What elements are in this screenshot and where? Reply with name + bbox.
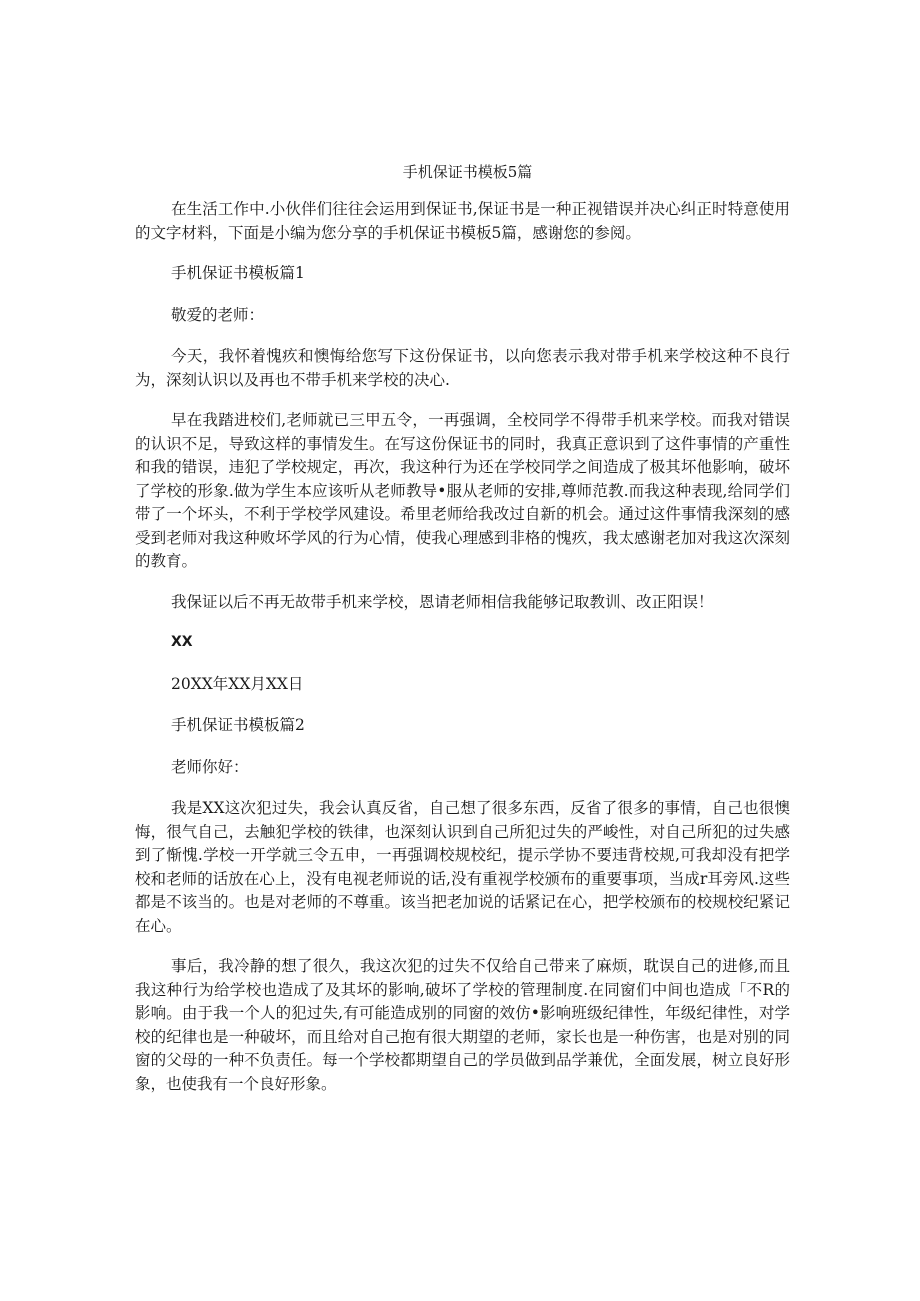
section-1-signature: XX <box>171 634 193 650</box>
section-1-salutation: 敬爱的老师： <box>171 305 265 324</box>
section-2-heading: 手机保证书模板篇2 <box>171 716 305 734</box>
section-1-paragraph-2: 早在我踏进校们,老师就已三甲五令，一再强调，全校同学不得带手机来学校。而我对错误的认识不足，导致这样的事情发生。在写这份保证书的同时，我真正意识到了这件事情的产重性和我的错误，违犯了学校规定，再次，我这种行为还在学校同学之间造成了极其坏他影响，破坏了学校的形象.做为学生本应该听从老师教导•服从老师的安排,尊师范教.而我这种表现,给同学们带了一个坏头，不利于学校学风建设。希里老师给我改过自新的机会。通过这件事情我深刻的感受到老师对我这种败坏学风的行为心情，使我心理感到非格的愧疚，我太感谢老加对我这次深刻的教育。 <box>135 411 790 570</box>
section-1-paragraph-3: 我保证以后不再无故带手机来学校，恩请老师相信我能够记取教训、改正阳误！ <box>171 592 714 611</box>
section-1-date: 20XX年XX月XX日 <box>171 674 304 693</box>
section-2-paragraph-1: 我是XX这次犯过失，我会认真反省，自己想了很多东西，反省了很多的事情，自己也很懊悔，很气自己，去触犯学校的铁律，也深刻认识到自己所犯过失的严峻性，对自己所犯的过失感到了惭愧.学校一开学就三令五申，一再强调校规校纪，提示学协不要违背校规,可我却没有把学校和老师的话放在心上，没有电视老师说的话,没有重视学校颁布的重要事项，当成r耳旁风.这些都是不该当的。也是对老师的不尊重。该当把老加说的话紧记在心，把学校颁布的校规校纪紧记在心。 <box>135 799 790 935</box>
document-page <box>135 160 790 1113</box>
section-1-paragraph-1: 今天，我怀着愧疚和懊悔给您写下这份保证书，以向您表示我对带手机来学校这种不良行为，深刻认识以及再也不带手机来学校的决心. <box>135 347 790 389</box>
intro-paragraph: 在生活工作中.小伙伴们往往会运用到保证书,保证书是一种正视错误并决心纠正时特意使用的文字材料，下面是小编为您分享的手机保证书模板5篇，感谢您的参阅。 <box>135 200 790 242</box>
section-1-heading: 手机保证书模板篇1 <box>171 264 305 282</box>
section-2-salutation: 老师你好： <box>171 757 249 776</box>
section-2-paragraph-2: 事后，我冷静的想了很久，我这次犯的过失不仅给自己带来了麻烦，耽误自己的进修,而且我这种行为给学校也造成了及其坏的影响,破坏了学校的管理制度.在同窗们中间也造成「不R的影响。由于我一个人的犯过失,有可能造成别的同窗的效仿•影响班级纪律性，年级纪律性，对学校的纪律也是一种破坏，而且给对自己抱有很大期望的老师，家长也是一种伤害，也是对别的同窗的父母的一种不负责任。每一个学校都期望自己的学员做到品学兼优，全面发展，树立良好形象，也使我有一个良好形象。 <box>135 957 790 1093</box>
document-title: 手机保证书模板5篇 <box>402 163 533 181</box>
